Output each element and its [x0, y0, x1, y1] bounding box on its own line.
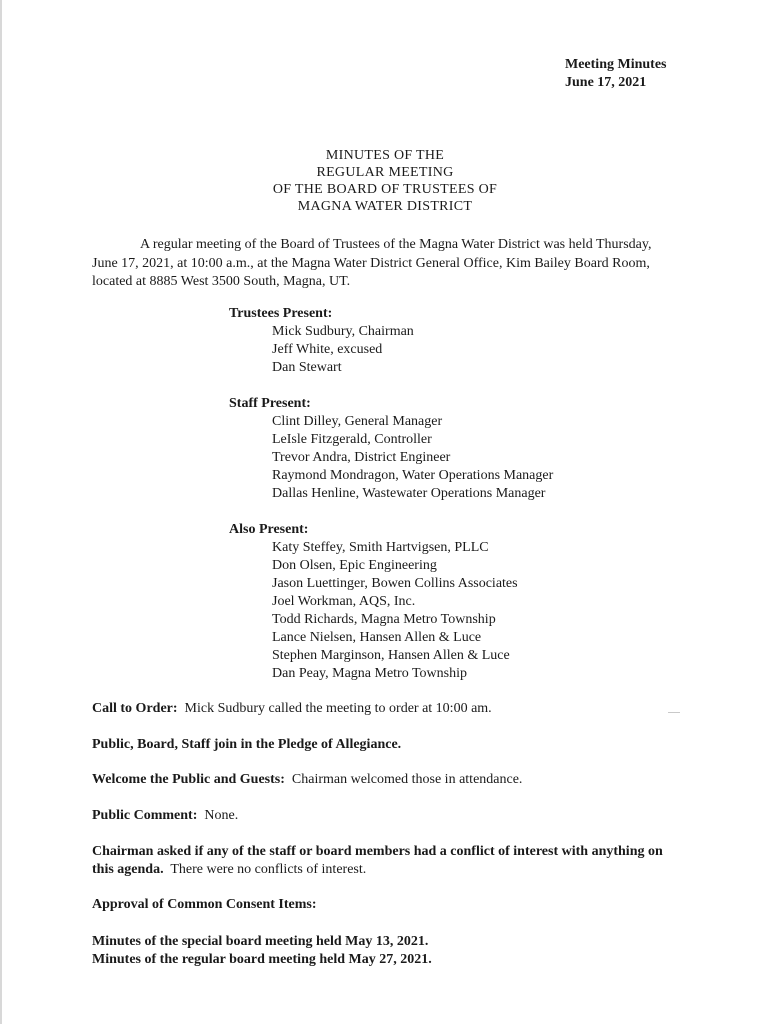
title-line: OF THE BOARD OF TRUSTEES OF — [272, 182, 498, 197]
attendee-item: Mick Sudbury, Chairman — [272, 324, 414, 339]
public-comment-label: Public Comment: — [92, 808, 198, 823]
attendee-list — [229, 323, 414, 377]
section-heading: Staff Present: — [229, 396, 311, 411]
intro-paragraph — [92, 236, 672, 292]
attendee-list — [229, 539, 518, 683]
section-heading: Also Present: — [229, 522, 309, 537]
also-present-section — [229, 521, 518, 683]
consent-paragraph — [92, 896, 672, 914]
attendee-list — [229, 413, 553, 503]
attendee-item: Stephen Marginson, Hansen Allen & Luce — [272, 648, 510, 663]
call-to-order-paragraph — [92, 700, 672, 718]
intro-text: A regular meeting of the Board of Trustees of the Magna Water District was held Thursday, June 17, 2021, at 10:00 a.m., at the Magna Water District General Office, Kim Bailey Board Room, located at 8885 West 3500 South, Magna, UT. — [92, 237, 652, 289]
pledge-paragraph — [92, 736, 672, 754]
header-title: Meeting Minutes — [565, 57, 667, 72]
call-to-order-label: Call to Order: — [92, 701, 178, 716]
welcome-paragraph — [92, 771, 672, 789]
attendee-item: Dan Stewart — [272, 360, 342, 375]
conflict-text: There were no conflicts of interest. — [170, 862, 367, 877]
trustees-present-section — [229, 305, 414, 377]
consent-label: Approval of Common Consent Items: — [92, 897, 317, 912]
pledge-label: Public, Board, Staff join in the Pledge of Allegiance. — [92, 737, 402, 752]
public-comment-paragraph — [92, 807, 672, 825]
conflict-label: Chairman asked if any of the staff or board members had a conflict of interest with anything on this agenda. — [92, 844, 663, 877]
attendee-item: Lance Nielsen, Hansen Allen & Luce — [272, 630, 482, 645]
attendee-item: Raymond Mondragon, Water Operations Manager — [272, 468, 554, 483]
attendee-item: Dallas Henline, Wastewater Operations Manager — [272, 486, 546, 501]
minutes-item: Minutes of the regular board meeting held May 27, 2021. — [92, 952, 432, 967]
section-heading: Trustees Present: — [229, 306, 333, 321]
title-line: MAGNA WATER DISTRICT — [297, 199, 473, 214]
attendee-item: Dan Peay, Magna Metro Township — [272, 666, 467, 681]
minutes-items — [92, 933, 672, 969]
attendee-item: Katy Steffey, Smith Hartvigsen, PLLC — [272, 540, 489, 555]
document-header — [565, 56, 666, 92]
call-to-order-text: Mick Sudbury called the meeting to order at 10:00 am. — [184, 701, 492, 716]
header-date: June 17, 2021 — [565, 75, 647, 90]
attendee-item: Todd Richards, Magna Metro Township — [272, 612, 496, 627]
attendee-item: Don Olsen, Epic Engineering — [272, 558, 437, 573]
title-line: MINUTES OF THE — [325, 148, 445, 163]
attendee-item: Jason Luettinger, Bowen Collins Associates — [272, 576, 518, 591]
conflict-paragraph — [92, 843, 672, 879]
document-title — [180, 147, 590, 215]
attendee-item: Trevor Andra, District Engineer — [272, 450, 451, 465]
attendee-item: LeIsle Fitzgerald, Controller — [272, 432, 432, 447]
attendee-item: Clint Dilley, General Manager — [272, 414, 443, 429]
welcome-label: Welcome the Public and Guests: — [92, 772, 285, 787]
attendee-item: Jeff White, excused — [272, 342, 383, 357]
title-line: REGULAR MEETING — [316, 165, 454, 180]
welcome-text: Chairman welcomed those in attendance. — [291, 772, 523, 787]
public-comment-text: None. — [204, 808, 239, 823]
attendee-item: Joel Workman, AQS, Inc. — [272, 594, 416, 609]
minutes-item: Minutes of the special board meeting held May 13, 2021. — [92, 934, 429, 949]
staff-present-section — [229, 395, 553, 503]
page-edge — [0, 0, 2, 1024]
